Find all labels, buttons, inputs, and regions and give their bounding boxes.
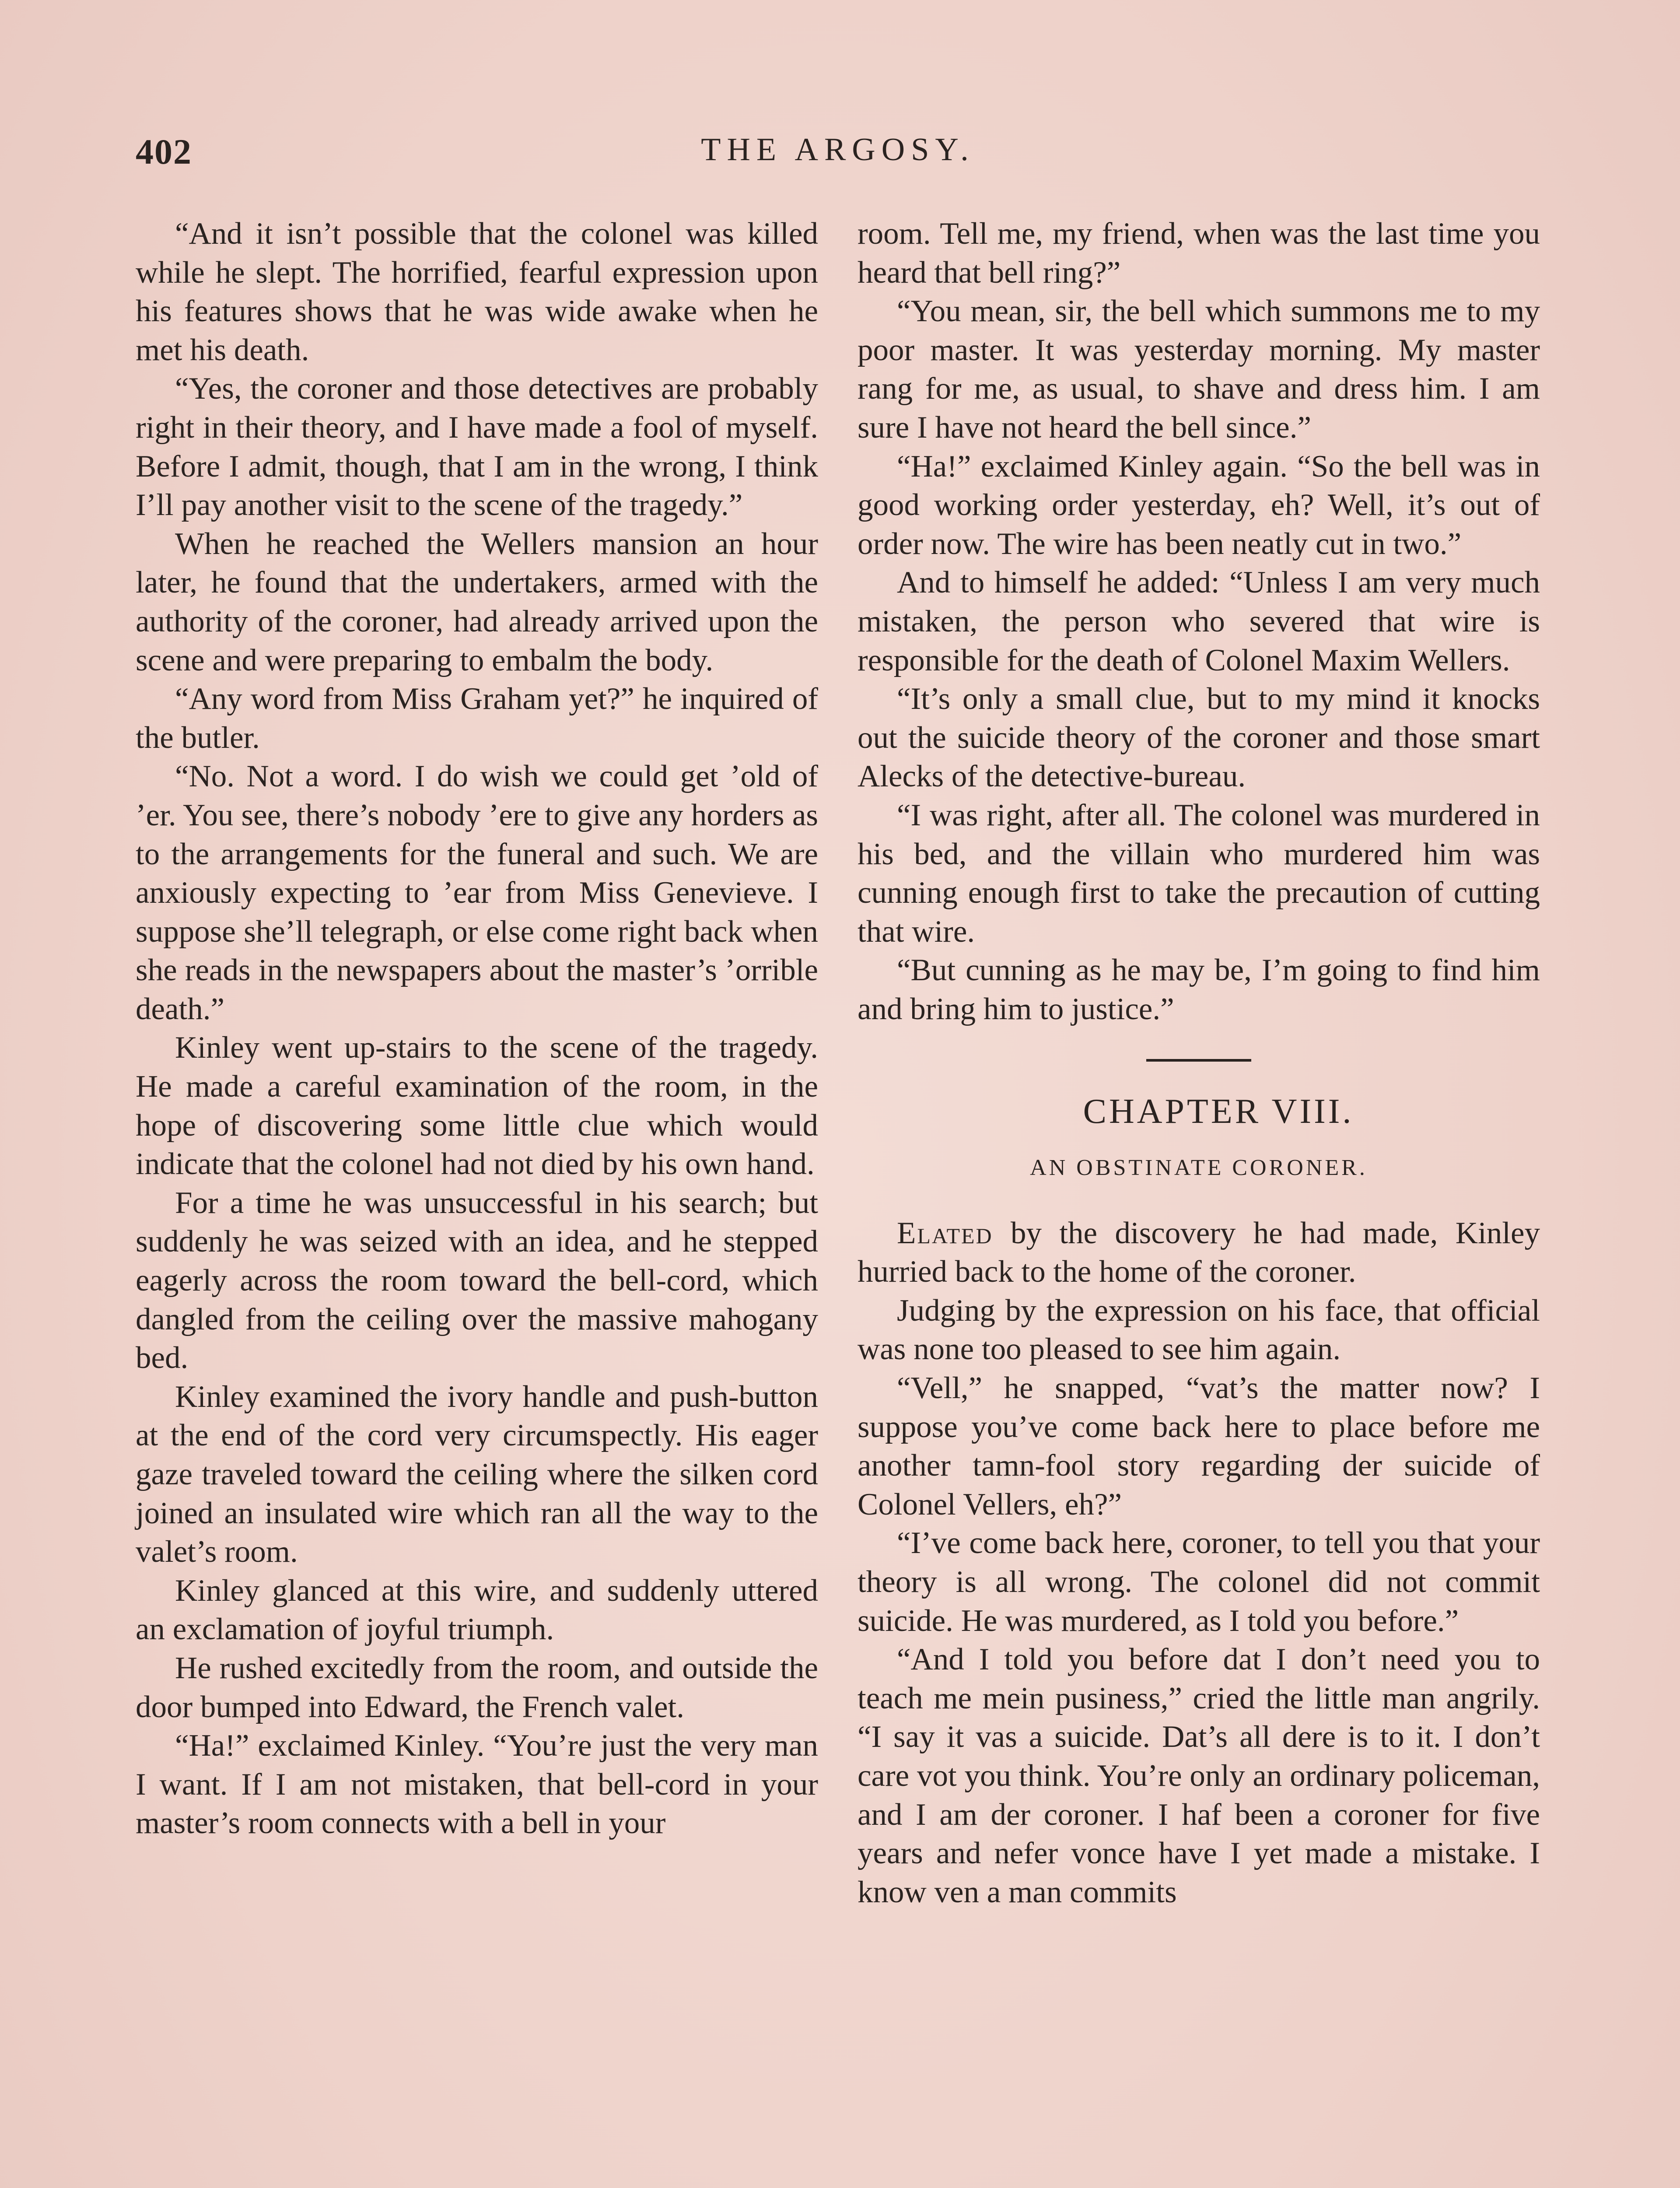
chapter-subtitle: AN OBSTINATE CORONER. — [1030, 1155, 1368, 1181]
chapter-opening-text: by the discovery he had made, Kinley hurried back to the home of the coroner. — [858, 1216, 1540, 1289]
journal-title: THE ARGOSY. — [701, 132, 975, 168]
chapter-title: CHAPTER VIII. — [1083, 1092, 1354, 1131]
paragraph: Kinley examined the ivory handle and push-button at the end of the cord very circumspectly. His eager gaze traveled toward the ceiling where the silken cord joined an insulated wire which ran all the way to the valet’s room. — [136, 1379, 818, 1569]
paragraph: “Ha!” exclaimed Kinley again. “So the bell was in good working order yesterday, eh? Well, it’s out of order now. The wire has been neatly cut in two.” — [858, 449, 1540, 561]
paragraph: And to himself he added: “Unless I am very much mistaken, the person who severed that wire is responsible for the death of Colonel Maxim Wellers. — [858, 565, 1540, 677]
paragraph: “But cunning as he may be, I’m going to find him and bring him to justice.” — [858, 953, 1540, 1026]
chapter-opening-word: Elated — [897, 1216, 993, 1250]
paragraph: “It’s only a small clue, but to my mind it knocks out the suicide theory of the coroner and those smart Alecks of the detective-bureau. — [858, 682, 1540, 794]
paragraph: “And it isn’t possible that the colonel was killed while he slept. The horrified, fearful expression upon his features shows that he was wide awake when he met his death. — [136, 217, 818, 367]
paragraph: He rushed excitedly from the room, and outside the door bumped into Edward, the French valet. — [136, 1651, 818, 1724]
paragraph: room. Tell me, my friend, when was the last time you heard that bell ring?” — [858, 217, 1540, 290]
paragraph: “You mean, sir, the bell which summons me to my poor master. It was yesterday morning. My master rang for me, as usual, to shave and dress him. I am sure I have not heard the bell since.” — [858, 294, 1540, 445]
paragraph: Kinley glanced at this wire, and suddenly uttered an exclamation of joyful triumph. — [136, 1573, 818, 1647]
paragraph: “Any word from Miss Graham yet?” he inquired of the butler. — [136, 682, 818, 755]
paragraph: “And I told you before dat I don’t need you to teach me mein pusiness,” cried the little man angrily. “I say it vas a suicide. Dat’s all dere is to it. I don’t care vot you think. You’re only an ordinary policeman, and I am der coroner. I haf been a coroner for five years and nefer vonce have I yet made a mistake. I know ven a man commits — [858, 1642, 1540, 1909]
paragraph: For a time he was unsuccessful in his search; but suddenly he was seized with an idea, and he stepped eagerly across the room toward the bell-cord, which dangled from the ceiling over the massive mahogany bed. — [136, 1185, 818, 1375]
left-column — [136, 214, 818, 1843]
chapter-opening-paragraph — [858, 1214, 1540, 1291]
paragraph: “Yes, the coroner and those detectives are probably right in their theory, and I have made a fool of myself. Before I admit, though, that I am in the wrong, I think I’ll pay another visit to the scene of the tragedy.” — [136, 372, 818, 522]
right-column — [858, 214, 1540, 1911]
paragraph: “I was right, after all. The colonel was murdered in his bed, and the villain who murdered him was cunning enough first to take the precaution of cutting that wire. — [858, 798, 1540, 949]
paragraph: “Ha!” exclaimed Kinley. “You’re just the very man I want. If I am not mistaken, that bell-cord in your master’s room connects with a bell in your — [136, 1729, 818, 1841]
chapter-divider-rule — [1146, 1059, 1251, 1062]
paragraph: “Vell,” he snapped, “vat’s the matter now? I suppose you’ve come back here to place before me another tamn-fool story regarding der suicide of Colonel Vellers, eh?” — [858, 1371, 1540, 1522]
paragraph: “I’ve come back here, coroner, to tell you that your theory is all wrong. The colonel did not commit suicide. He was murdered, as I told you before.” — [858, 1526, 1540, 1638]
page-number: 402 — [136, 132, 192, 172]
paragraph: When he reached the Wellers mansion an hour later, he found that the undertakers, armed with the authority of the coroner, had already arrived upon the scene and were preparing to embalm the body. — [136, 526, 818, 677]
paragraph: Judging by the expression on his face, that official was none too pleased to see him again. — [858, 1293, 1540, 1367]
running-head — [136, 131, 1540, 179]
paragraph: Kinley went up-stairs to the scene of the tragedy. He made a careful examination of the room, in the hope of discovering some little clue which would indicate that the colonel had not died by his own hand. — [136, 1031, 818, 1182]
paragraph: “No. Not a word. I do wish we could get ’old of ’er. You see, there’s nobody ’ere to give any horders as to the arrangements for the funeral and such. We are anxiously expecting to ’ear from Miss Genevieve. I suppose she’ll telegraph, or else come right back when she reads in the newspapers about the master’s ’orrible death.” — [136, 759, 818, 1026]
